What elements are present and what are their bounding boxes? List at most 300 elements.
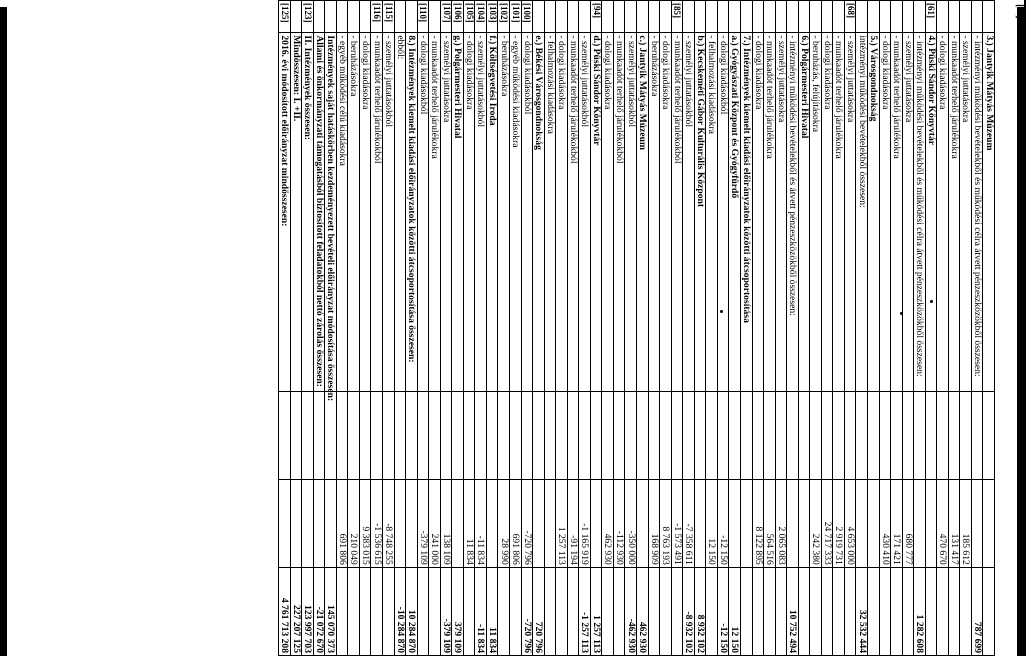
row-label: - dologi kiadásokra <box>556 33 568 391</box>
table-row <box>579 1 591 656</box>
row-value-3 <box>371 567 383 655</box>
row-code <box>579 1 591 33</box>
row-value-2 <box>856 479 868 567</box>
row-value-2 <box>290 479 302 567</box>
row-value-3 <box>740 567 752 655</box>
table-row <box>660 1 672 656</box>
row-value-2: 11 834 <box>463 479 475 567</box>
table-row <box>302 1 314 656</box>
row-value-1 <box>856 391 868 479</box>
row-label: - személyi juttatásokra <box>902 33 914 391</box>
row-label: - dologi kiadásokra <box>879 33 891 391</box>
row-code <box>533 1 545 33</box>
row-label: - intézményi működési bevételekből és működési célra átvett pénzeszközökből összesen: <box>914 33 926 391</box>
row-value-3 <box>821 567 833 655</box>
row-value-3 <box>983 567 995 655</box>
row-code <box>821 1 833 33</box>
row-value-2: 210 049 <box>348 479 360 567</box>
table-row <box>359 1 371 656</box>
table-row <box>821 1 833 656</box>
row-value-2: 242 380 <box>810 479 822 567</box>
row-value-3 <box>463 567 475 655</box>
row-value-2 <box>302 479 314 567</box>
row-value-1 <box>971 391 983 479</box>
row-value-1 <box>671 391 683 479</box>
row-code <box>867 1 879 33</box>
table-row <box>683 1 695 656</box>
row-value-1 <box>833 391 845 479</box>
row-label: - intézményi működési bevételekből és átvett pénzeszközökből összesen: <box>787 33 799 391</box>
row-value-1 <box>648 391 660 479</box>
row-value-1 <box>440 391 452 479</box>
row-value-1 <box>498 391 510 479</box>
table-row <box>914 1 926 656</box>
row-value-1 <box>810 391 822 479</box>
row-label: - dologi kiadásokra <box>463 33 475 391</box>
row-label: - felhalmozási kiadásokra <box>544 33 556 391</box>
row-value-1 <box>914 391 926 479</box>
row-code: [102] <box>498 1 510 33</box>
table-row <box>717 1 729 656</box>
row-value-1 <box>429 391 441 479</box>
row-value-1 <box>521 391 533 479</box>
table-row <box>706 1 718 656</box>
table-row <box>879 1 891 656</box>
row-code: [61] <box>925 1 937 33</box>
row-value-3 <box>775 567 787 655</box>
row-label: - munkaadót terhelő járulékokra <box>833 33 845 391</box>
row-code: [107] <box>440 1 452 33</box>
row-code <box>406 1 418 33</box>
row-label: - személyi juttatásokra <box>960 33 972 391</box>
row-value-3 <box>359 567 371 655</box>
row-label: - munkaadót terhelő járulékokra <box>429 33 441 391</box>
row-code <box>960 1 972 33</box>
row-value-1 <box>613 391 625 479</box>
row-value-3: 1 257 113 <box>590 567 602 655</box>
row-label: - dologi kiadásokra <box>359 33 371 391</box>
row-label: Állami és önkormányzati támogatásból biztosított feladatokból nettó zárolás összesen: <box>313 33 325 391</box>
row-code <box>856 1 868 33</box>
row-value-2: -112 930 <box>613 479 625 567</box>
row-value-3: 10 284 870 <box>406 567 418 655</box>
row-code <box>787 1 799 33</box>
table-row <box>844 1 856 656</box>
row-value-1 <box>279 391 291 479</box>
row-code <box>348 1 360 33</box>
row-label: - dologi kiadásokra <box>602 33 614 391</box>
row-value-2: 691 806 <box>336 479 348 567</box>
row-value-1 <box>625 391 637 479</box>
row-value-3 <box>879 567 891 655</box>
table-row <box>521 1 533 656</box>
row-code: [110] <box>417 1 429 33</box>
row-value-2: -1 165 919 <box>579 479 591 567</box>
row-value-1 <box>925 391 937 479</box>
table-row <box>694 1 706 656</box>
row-value-1 <box>740 391 752 479</box>
row-code: [123] <box>302 1 314 33</box>
row-value-1 <box>948 391 960 479</box>
table-row <box>775 1 787 656</box>
row-value-2: 131 417 <box>948 479 960 567</box>
row-value-2 <box>406 479 418 567</box>
table-row <box>867 1 879 656</box>
row-code <box>740 1 752 33</box>
row-label: ebből: <box>394 33 406 391</box>
table-row <box>787 1 799 656</box>
row-value-2 <box>787 479 799 567</box>
table-row <box>856 1 868 656</box>
table-row <box>475 1 487 656</box>
row-value-1 <box>764 391 776 479</box>
table-row <box>740 1 752 656</box>
table-row <box>325 1 337 656</box>
row-value-2 <box>452 479 464 567</box>
row-value-2 <box>694 479 706 567</box>
row-value-3: 4 761 713 208 <box>279 567 291 655</box>
row-label: Mindösszesen: I. +II. <box>290 33 302 391</box>
row-code <box>902 1 914 33</box>
scan-speck <box>900 312 903 315</box>
row-value-2: 2 919 731 <box>833 479 845 567</box>
row-code <box>706 1 718 33</box>
table-row <box>590 1 602 656</box>
row-code: [104] <box>475 1 487 33</box>
row-value-2: 168 909 <box>648 479 660 567</box>
table-row <box>348 1 360 656</box>
row-label: 6.) Polgármesteri Hivatal <box>798 33 810 391</box>
row-value-1 <box>821 391 833 479</box>
table-row <box>798 1 810 656</box>
row-code: [103] <box>486 1 498 33</box>
row-code: [105] <box>463 1 475 33</box>
row-label: - dologi kiadásokból <box>417 33 429 391</box>
row-value-2: 138 109 <box>440 479 452 567</box>
row-value-3: 32 532 444 <box>856 567 868 655</box>
row-label: 3.) Jantyik Mátyás Múzeum <box>983 33 995 391</box>
table-row <box>810 1 822 656</box>
row-label: - munkaadót terhelő járulékokból <box>671 33 683 391</box>
table-row <box>544 1 556 656</box>
row-value-2: 564 516 <box>764 479 776 567</box>
row-value-2: 28 990 <box>498 479 510 567</box>
row-value-3: 379 109 <box>452 567 464 655</box>
row-code: [115] <box>383 1 395 33</box>
row-value-1 <box>302 391 314 479</box>
row-value-2: 171 421 <box>891 479 903 567</box>
row-value-1 <box>694 391 706 479</box>
row-code <box>625 1 637 33</box>
row-value-3 <box>960 567 972 655</box>
table-row <box>452 1 464 656</box>
table-row <box>498 1 510 656</box>
table-row <box>602 1 614 656</box>
row-value-1 <box>891 391 903 479</box>
row-value-1 <box>452 391 464 479</box>
row-code <box>429 1 441 33</box>
row-value-2 <box>740 479 752 567</box>
row-label: - dologi kiadásokra <box>752 33 764 391</box>
row-code <box>567 1 579 33</box>
scan-speck <box>720 310 723 313</box>
row-label: b.) Kecskeméti Gábor Kulturális Központ <box>694 33 706 391</box>
row-value-3: 8 932 102 <box>694 567 706 655</box>
row-value-3 <box>567 567 579 655</box>
row-value-3: 11 834 <box>486 567 498 655</box>
table-row <box>729 1 741 656</box>
row-value-3 <box>648 567 660 655</box>
table-row <box>971 1 983 656</box>
row-value-3: -1 257 113 <box>579 567 591 655</box>
row-value-1 <box>417 391 429 479</box>
row-value-2 <box>983 479 995 567</box>
row-code <box>637 1 649 33</box>
row-value-3 <box>810 567 822 655</box>
table-row <box>336 1 348 656</box>
row-value-2 <box>637 479 649 567</box>
row-value-3 <box>383 567 395 655</box>
row-value-2: -11 834 <box>475 479 487 567</box>
row-label: - intézményi működési bevételekből és működési célra átvett pénzeszközökből összesen: <box>971 33 983 391</box>
table-row <box>486 1 498 656</box>
row-value-2: -350 000 <box>625 479 637 567</box>
row-value-3 <box>798 567 810 655</box>
row-code <box>775 1 787 33</box>
row-value-1 <box>902 391 914 479</box>
row-value-1 <box>729 391 741 479</box>
row-value-2 <box>325 479 337 567</box>
row-value-2: 430 410 <box>879 479 891 567</box>
table-row <box>440 1 452 656</box>
row-value-2: 680 777 <box>902 479 914 567</box>
row-label: 2016. évi módosított előirányzat mindösszesen: <box>279 33 291 391</box>
row-value-1 <box>556 391 568 479</box>
row-value-3 <box>336 567 348 655</box>
row-code <box>694 1 706 33</box>
row-label: - személyi juttatásokból <box>579 33 591 391</box>
row-value-3: -379 109 <box>440 567 452 655</box>
row-value-3 <box>891 567 903 655</box>
row-value-3 <box>510 567 522 655</box>
row-value-2: 462 930 <box>602 479 614 567</box>
row-value-2 <box>533 479 545 567</box>
row-value-3 <box>417 567 429 655</box>
row-code <box>290 1 302 33</box>
row-value-1 <box>775 391 787 479</box>
row-value-1 <box>544 391 556 479</box>
row-value-2 <box>394 479 406 567</box>
row-value-1 <box>717 391 729 479</box>
row-value-3: -21 072 670 <box>313 567 325 655</box>
row-label: 8.) Intézmények kiemelt kiadási előirányzatok közötti átcsoportosítása összesen: <box>406 33 418 391</box>
table-row <box>371 1 383 656</box>
table-row <box>648 1 660 656</box>
row-code: [68] <box>844 1 856 33</box>
row-value-1 <box>336 391 348 479</box>
row-value-3 <box>833 567 845 655</box>
row-code <box>683 1 695 33</box>
row-value-2 <box>925 479 937 567</box>
row-value-1 <box>533 391 545 479</box>
row-value-1 <box>752 391 764 479</box>
row-value-1 <box>867 391 879 479</box>
row-label: - munkaadót terhelő járulékokra <box>891 33 903 391</box>
row-value-2: -720 796 <box>521 479 533 567</box>
row-value-1 <box>798 391 810 479</box>
row-value-2 <box>279 479 291 567</box>
row-label: - egyéb működési célú kiadásokra <box>336 33 348 391</box>
row-label: - beruházásokra <box>648 33 660 391</box>
table-row <box>752 1 764 656</box>
row-code <box>937 1 949 33</box>
row-value-2 <box>486 479 498 567</box>
row-value-3: 10 752 494 <box>787 567 799 655</box>
row-value-3: -10 284 870 <box>394 567 406 655</box>
row-label: a.) Gyógyászati Központ és Gyógyfürdő <box>729 33 741 391</box>
row-value-3: 12 150 <box>729 567 741 655</box>
row-value-1 <box>567 391 579 479</box>
row-value-2: -1 536 615 <box>371 479 383 567</box>
row-value-2: -12 150 <box>717 479 729 567</box>
row-value-1 <box>983 391 995 479</box>
row-label: - személyi juttatásokból <box>683 33 695 391</box>
row-code <box>556 1 568 33</box>
row-value-1 <box>510 391 522 479</box>
row-value-3 <box>752 567 764 655</box>
row-code <box>914 1 926 33</box>
row-label: - személyi juttatásokra <box>775 33 787 391</box>
row-label: d.) Püski Sándor Könyvtár <box>590 33 602 391</box>
row-value-3 <box>602 567 614 655</box>
row-value-2: -379 109 <box>417 479 429 567</box>
row-value-3 <box>498 567 510 655</box>
table-row <box>937 1 949 656</box>
row-label: - beruházás, felújításokra <box>810 33 822 391</box>
row-value-3: 145 070 373 <box>325 567 337 655</box>
row-value-3 <box>429 567 441 655</box>
row-code <box>313 1 325 33</box>
row-value-3 <box>556 567 568 655</box>
table-row <box>463 1 475 656</box>
row-code <box>325 1 337 33</box>
row-value-1 <box>463 391 475 479</box>
row-value-1 <box>937 391 949 479</box>
row-label: - felhalmozási kiadásokra <box>706 33 718 391</box>
row-code <box>359 1 371 33</box>
row-code: [85] <box>671 1 683 33</box>
row-label: 5.) Városgondnokság <box>867 33 879 391</box>
rotated-document <box>7 0 1026 656</box>
row-label: - személyi juttatásokból <box>625 33 637 391</box>
row-value-2: 691 806 <box>510 479 522 567</box>
table-row <box>613 1 625 656</box>
row-value-3: 787 699 <box>971 567 983 655</box>
row-value-3: -11 834 <box>475 567 487 655</box>
row-value-2 <box>729 479 741 567</box>
row-label: c.) Jantyik Mátyás Múzeum <box>637 33 649 391</box>
row-value-1 <box>348 391 360 479</box>
row-label: f.) Költségvetési Iroda <box>486 33 498 391</box>
row-value-2 <box>914 479 926 567</box>
table-row <box>533 1 545 656</box>
row-code: [100] <box>521 1 533 33</box>
table-row <box>383 1 395 656</box>
row-value-3: -8 932 102 <box>683 567 695 655</box>
table-row <box>625 1 637 656</box>
row-value-2: 8 122 895 <box>752 479 764 567</box>
budget-table <box>278 0 995 656</box>
row-label: Intézmények saját hatáskörben kezdeményezett bevételi előirányzat módosítása összesen: <box>325 33 337 391</box>
row-value-1 <box>683 391 695 479</box>
row-value-1 <box>579 391 591 479</box>
row-value-3: 720 796 <box>533 567 545 655</box>
table-row <box>983 1 995 656</box>
row-value-1 <box>475 391 487 479</box>
row-value-1 <box>313 391 325 479</box>
row-label: - munkaadót terhelő járulékokból <box>567 33 579 391</box>
table-row <box>948 1 960 656</box>
table-row <box>394 1 406 656</box>
row-value-2 <box>798 479 810 567</box>
row-code <box>660 1 672 33</box>
row-value-3: 123 997 703 <box>302 567 314 655</box>
row-label: g.) Polgármesteri Hivatal <box>452 33 464 391</box>
row-value-3 <box>844 567 856 655</box>
row-code <box>648 1 660 33</box>
row-label: - munkaadót terhelő járulékokra <box>948 33 960 391</box>
row-value-3 <box>867 567 879 655</box>
row-code <box>717 1 729 33</box>
row-code: [94] <box>590 1 602 33</box>
row-value-3 <box>948 567 960 655</box>
table-row <box>510 1 522 656</box>
row-code <box>394 1 406 33</box>
row-value-1 <box>371 391 383 479</box>
row-value-2 <box>867 479 879 567</box>
row-value-3: -720 796 <box>521 567 533 655</box>
row-code <box>891 1 903 33</box>
row-value-2 <box>313 479 325 567</box>
table-row <box>417 1 429 656</box>
row-value-1 <box>844 391 856 479</box>
row-label: - dologi kiadásokból <box>717 33 729 391</box>
row-value-1 <box>879 391 891 479</box>
row-value-2 <box>544 479 556 567</box>
row-value-2: 2 065 083 <box>775 479 787 567</box>
row-value-2: -7 358 611 <box>683 479 695 567</box>
row-value-1 <box>359 391 371 479</box>
scan-speck <box>930 300 933 303</box>
row-code: [101] <box>510 1 522 33</box>
row-code <box>833 1 845 33</box>
row-value-3 <box>937 567 949 655</box>
table-row <box>567 1 579 656</box>
row-value-1 <box>406 391 418 479</box>
row-label: - személyi juttatásokból <box>475 33 487 391</box>
table-row <box>960 1 972 656</box>
row-value-2 <box>971 479 983 567</box>
row-label: - dologi kiadásokra <box>660 33 672 391</box>
row-value-1 <box>960 391 972 479</box>
row-label: - beruházásokra <box>348 33 360 391</box>
row-label: - dologi kiadásokból <box>521 33 533 391</box>
table-row <box>833 1 845 656</box>
table-row <box>556 1 568 656</box>
row-value-3 <box>706 567 718 655</box>
row-label: 4.) Püski Sándor Könyvtár <box>925 33 937 391</box>
row-code: [116] <box>371 1 383 33</box>
